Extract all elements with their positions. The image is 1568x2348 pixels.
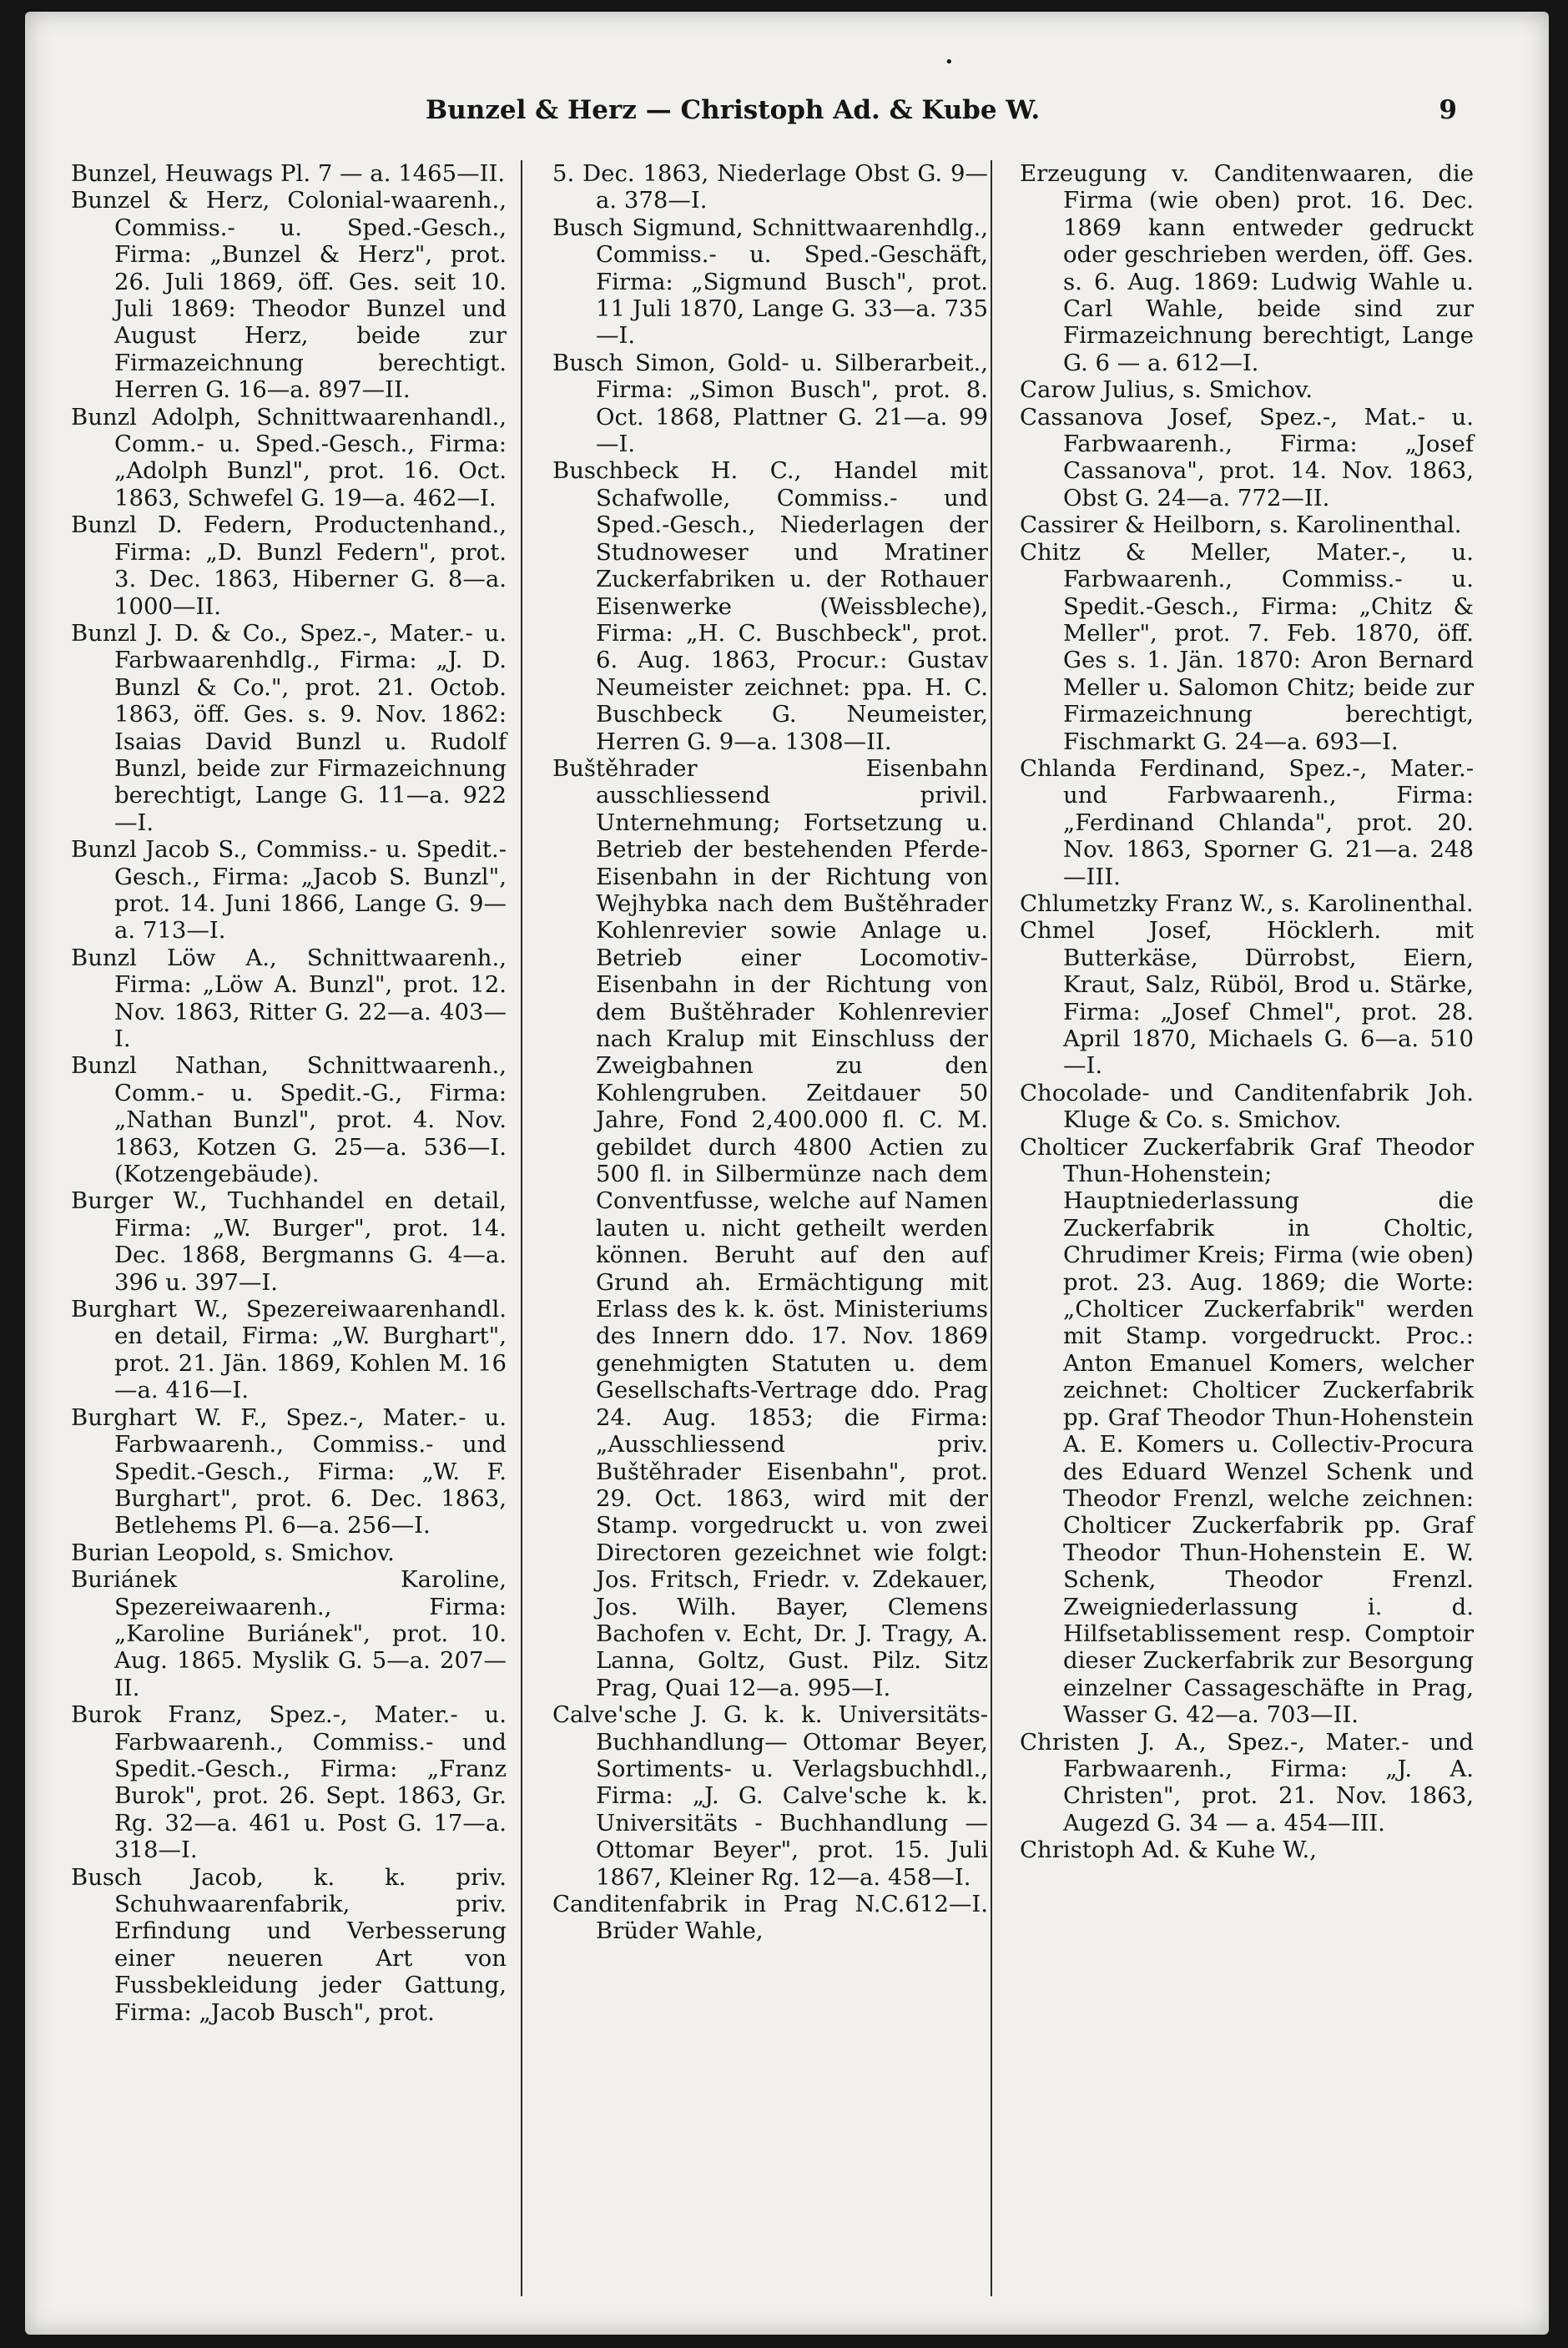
directory-entry: Burger W., Tuchhandel en detail, Firma: „W. Burger", prot. 14. Dec. 1868, Bergmanns G. 4—a. 396 u. 397—I. bbox=[71, 1187, 507, 1296]
column-divider bbox=[521, 160, 522, 2296]
directory-entry: Chitz & Meller, Mater.-, u. Farbwaarenh., Commiss.- u. Spedit.-Gesch., Firma: „Chitz & Meller", prot. 7. Feb. 1870, öff. Ges s. 1. Jän. 1870: Aron Bernard Meller u. Salomon Chitz; beide zur Firmazeichnung berechtigt, Fischmarkt G. 24—a. 693—I. bbox=[1020, 538, 1474, 755]
directory-entry: Bunzl Löw A., Schnittwaarenh., Firma: „Löw A. Bunzl", prot. 12. Nov. 1863, Ritter G. 22—a. 403—I. bbox=[71, 944, 507, 1052]
page-number: 9 bbox=[1439, 95, 1457, 125]
directory-entry: Chocolade- und Canditenfabrik Joh. Kluge & Co. s. Smichov. bbox=[1020, 1079, 1474, 1134]
directory-entry: Busch Sigmund, Schnittwaarenhdlg., Commiss.- u. Sped.-Geschäft, Firma: „Sigmund Busch", prot. 11 Juli 1870, Lange G. 33—a. 735—I. bbox=[552, 214, 988, 350]
directory-entry: Chlanda Ferdinand, Spez.-, Mater.- und Farbwaarenh., Firma: „Ferdinand Chlanda", prot. 20. Nov. 1863, Sporner G. 21—a. 248—III. bbox=[1020, 754, 1474, 890]
directory-entry: Bunzl J. D. & Co., Spez.-, Mater.- u. Farbwaarenhdlg., Firma: „J. D. Bunzl & Co.", prot. 21. Octob. 1863, öff. Ges. s. 9. Nov. 1862: Isaias David Bunzl u. Rudolf Bunzl, beide zur Firmazeichnung berechtigt, Lange G. 11—a. 922—I. bbox=[71, 619, 507, 836]
directory-entry: Chlumetzky Franz W., s. Karolinenthal. bbox=[1020, 889, 1474, 917]
directory-entry: Burok Franz, Spez.-, Mater.- u. Farbwaarenh., Commiss.- und Spedit.-Gesch., Firma: „Franz Burok", prot. 26. Sept. 1863, Gr. Rg. 32—a. 461 u. Post G. 17—a. 318—I. bbox=[71, 1701, 507, 1864]
running-head: Bunzel & Herz — Christoph Ad. & Kube W. bbox=[426, 95, 1041, 125]
directory-entry: Burghart W. F., Spez.-, Mater.- u. Farbwaarenh., Commiss.- und Spedit.-Gesch., Firma: „W. F. Burghart", prot. 6. Dec. 1863, Betlehems Pl. 6—a. 256—I. bbox=[71, 1403, 507, 1539]
directory-entry: Erzeugung v. Canditenwaaren, die Firma (wie oben) prot. 16. Dec. 1869 kann entweder gedruckt oder geschrieben werden, öff. Ges. s. 6. Aug. 1869: Ludwig Wahle u. Carl Wahle, beide sind zur Firmazeichnung berechtigt, Lange G. 6 — a. 612—I. bbox=[1020, 160, 1474, 376]
directory-entry: Cassanova Josef, Spez.-, Mat.- u. Farbwaarenh., Firma: „Josef Cassanova", prot. 14. Nov. 1863, Obst G. 24—a. 772—II. bbox=[1020, 403, 1474, 511]
directory-entry: Busch Jacob, k. k. priv. Schuhwaarenfabrik, priv. Erfindung und Verbesserung einer neueren Art von Fussbekleidung jeder Gattung, Firma: „Jacob Busch", prot. bbox=[71, 1863, 507, 2026]
directory-entry: Cassirer & Heilborn, s. Karolinenthal. bbox=[1020, 511, 1462, 539]
directory-entry: Bunzel, Heuwags Pl. 7 — a. 1465—II. bbox=[71, 160, 506, 187]
directory-entry: Buštěhrader Eisenbahn ausschliessend privil. Unternehmung; Fortsetzung u. Betrieb der bestehenden Pferde-Eisenbahn in der Richtung von Wejhybka nach dem Buštěhrader Kohlenrevier sowie Anlage u. Betrieb einer Locomotiv-Eisenbahn in der Richtung von dem Buštěhrader Kohlenrevier nach Kralup mit Einschluss der Zweigbahnen zu den Kohlengruben. Zeitdauer 50 Jahre, Fond 2,400.000 fl. C. M. gebildet durch 4800 Actien zu 500 fl. in Silbermünze nach dem Conventfusse, welche auf Namen lauten u. nicht getheilt werden können. Beruht auf den auf Grund ah. Ermächtigung mit Erlass des k. k. öst. Ministeriums des Innern ddo. 17. Nov. 1869 genehmigten Statuten u. dem Gesellschafts-Vertrage ddo. Prag 24. Aug. 1853; die Firma: „Ausschliessend priv. Buštěhrader Eisenbahn", prot. 29. Oct. 1863, wird mit der Stamp. vorgedruckt u. von zwei Directoren gezeichnet wie folgt: Jos. Fritsch, Friedr. v. Zdekauer, Jos. Wilh. Bayer, Clemens Bachofen v. Echt, Dr. J. Tragy, A. Lanna, Goltz, Gust. Pilz. Sitz Prag, Quai 12—a. 995—I. bbox=[552, 754, 988, 1701]
column-divider bbox=[991, 160, 992, 2296]
directory-entry: Busch Simon, Gold- u. Silberarbeit., Firma: „Simon Busch", prot. 8. Oct. 1868, Plattner G. 21—a. 99—I. bbox=[552, 349, 988, 458]
directory-entry: Buschbeck H. C., Handel mit Schafwolle, Commiss.- und Sped.-Gesch., Niederlagen der Studnoweser und Mratiner Zuckerfabriken u. der Rothauer Eisenwerke (Weissbleche), Firma: „H. C. Buschbeck", prot. 6. Aug. 1863, Procur.: Gustav Neumeister zeichnet: ppa. H. C. Buschbeck G. Neumeister, Herren G. 9—a. 1308—II. bbox=[552, 457, 988, 755]
directory-entry: Calve'sche J. G. k. k. Universitäts-Buchhandlung— Ottomar Beyer, Sortiments- u. Verlagsbuchhdl., Firma: „J. G. Calve'sche k. k. Universitäts - Buchhandlung — Ottomar Beyer", prot. 15. Juli 1867, Kleiner Rg. 12—a. 458—I. bbox=[552, 1701, 988, 1891]
directory-entry: Burghart W., Spezereiwaarenhandl. en detail, Firma: „W. Burghart", prot. 21. Jän. 1869, Kohlen M. 16—a. 416—I. bbox=[71, 1296, 507, 1404]
directory-entry: Canditenfabrik in Prag N.C.612—I. Brüder Wahle, bbox=[552, 1891, 988, 1945]
column-1 bbox=[71, 160, 507, 2026]
ink-mark: • bbox=[945, 53, 954, 71]
directory-entry: Bunzl Nathan, Schnittwaarenh., Comm.- u. Spedit.-G., Firma: „Nathan Bunzl", prot. 4. Nov. 1863, Kotzen G. 25—a. 536—I. (Kotzengebäude). bbox=[71, 1052, 507, 1188]
column-3 bbox=[1020, 160, 1474, 1864]
directory-entry: Christen J. A., Spez.-, Mater.- und Farbwaarenh., Firma: „J. A. Christen", prot. 21. Nov. 1863, Augezd G. 34 — a. 454—III. bbox=[1020, 1728, 1474, 1837]
directory-entry: Bunzl Jacob S., Commiss.- u. Spedit.-Gesch., Firma: „Jacob S. Bunzl", prot. 14. Juni 1866, Lange G. 9—a. 713—I. bbox=[71, 836, 507, 945]
directory-entry: Carow Julius, s. Smichov. bbox=[1020, 376, 1313, 404]
directory-entry: Chmel Josef, Höcklerh. mit Butterkäse, Dürrobst, Eiern, Kraut, Salz, Rüböl, Brod u. Stärke, Firma: „Josef Chmel", prot. 28. April 1870, Michaels G. 6—a. 510—I. bbox=[1020, 917, 1474, 1080]
directory-entry: Bunzel & Herz, Colonial-waarenh., Commiss.- u. Sped.-Gesch., Firma: „Bunzel & Herz", prot. 26. Juli 1869, öff. Ges. seit 10. Juli 1869: Theodor Bunzel und August Herz, beide zur Firmazeichnung berechtigt. Herren G. 16—a. 897—II. bbox=[71, 187, 507, 404]
directory-entry: Christoph Ad. & Kuhe W., bbox=[1020, 1837, 1317, 1864]
directory-entry: Bunzl D. Federn, Productenhand., Firma: „D. Bunzl Federn", prot. 3. Dec. 1863, Hiberner G. 8—a. 1000—II. bbox=[71, 511, 507, 620]
column-2 bbox=[552, 160, 988, 1945]
directory-entry: Cholticer Zuckerfabrik Graf Theodor Thun-Hohenstein; Hauptniederlassung die Zuckerfabrik in Choltic, Chrudimer Kreis; Firma (wie oben) prot. 23. Aug. 1869; die Worte: „Cholticer Zuckerfabrik" werden mit Stamp. vorgedruckt. Proc.: Anton Emanuel Komers, welcher zeichnet: Cholticer Zuckerfabrik pp. Graf Theodor Thun-Hohenstein A. E. Komers u. Collectiv-Procura des Eduard Wenzel Schenk und Theodor Frenzl, welche zeichnen: Cholticer Zuckerfabrik pp. Graf Theodor Thun-Hohenstein E. W. Schenk, Theodor Frenzl. Zweigniederlassung i. d. Hilfsetablissement resp. Comptoir dieser Zuckerfabrik zur Besorgung einzelner Cassageschäfte in Prag, Wasser G. 42—a. 703—II. bbox=[1020, 1133, 1474, 1729]
directory-entry: Bunzl Adolph, Schnittwaarenhandl., Comm.- u. Sped.-Gesch., Firma: „Adolph Bunzl", prot. 16. Oct. 1863, Schwefel G. 19—a. 462—I. bbox=[71, 403, 507, 511]
directory-entry: 5. Dec. 1863, Niederlage Obst G. 9—a. 378—I. bbox=[552, 160, 988, 214]
document-page bbox=[25, 12, 1549, 2335]
directory-entry: Buriánek Karoline, Spezereiwaarenh., Firma: „Karoline Buriánek", prot. 10. Aug. 1865. Myslik G. 5—a. 207—II. bbox=[71, 1566, 507, 1701]
page-header bbox=[25, 95, 1549, 137]
directory-entry: Burian Leopold, s. Smichov. bbox=[71, 1539, 395, 1566]
